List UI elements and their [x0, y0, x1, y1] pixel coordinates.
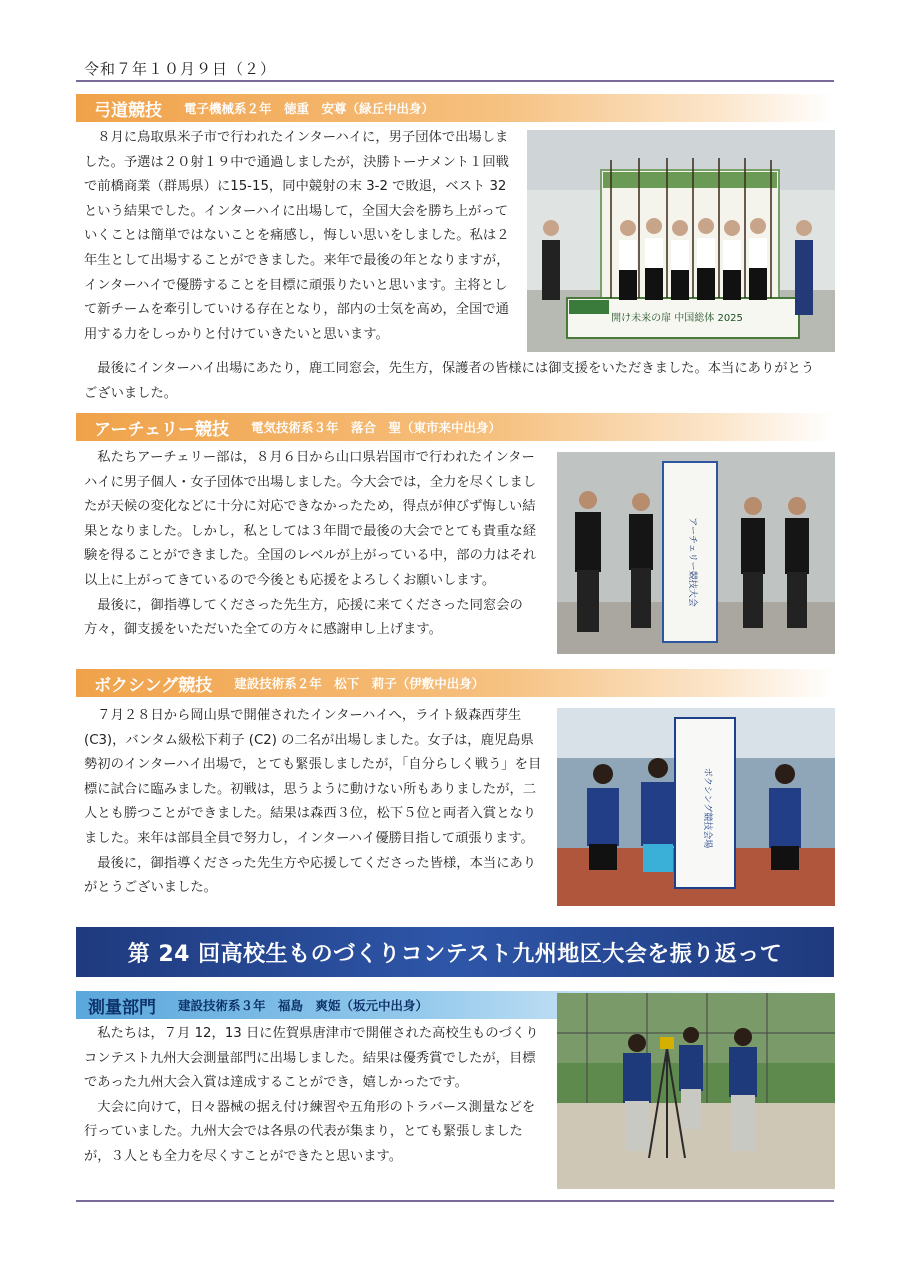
paragraph: 最後に，御指導してくださった先生方，応援に来てくださった同窓会の方々，御支援をいただいた全ての方々に感謝申し上げます。 [84, 597, 523, 638]
paragraph: ８月に鳥取県米子市で行われたインターハイに，男子団体で出場しました。予選は２０射１９中で通過しましたが，決勝トーナメント１回戦で前橋商業（群馬県）に15-15，同中競射の末 3-2 で敗退，ベスト 32 という結果でした。インターハイに出場して，全国大会を勝ち上がっていくことは簡単ではないことを痛感し，悔しい思いをしました。私は２年生として出場することができました。来年で最後の年となりますが，インターハイで優勝することを目標に頑張りたいと思います。主将として新チームを牽引していける存在となり，部内の士気を高め，全国で通用する力をしっかりと付けていきたいと思います。 [84, 130, 510, 342]
section-author: 建設技術系２年 松下 莉子（伊敷中出身） [234, 676, 485, 691]
section-title: ボクシング競技 [94, 675, 213, 696]
section-title: 弓道競技 [94, 100, 162, 121]
paragraph: ７月２８日から岡山県で開催されたインターハイへ，ライト級森西芽生 (C3)，バンタム級松下莉子 (C2) の二名が出場しました。女子は，鹿児島県勢初のインターハイ出場で，とても緊張しましたが，「自分らしく戦う」を目標に試合に臨みました。初戦は，思うように動けない所もありましたが，二人とも勝つことができました。結果は森西３位，松下５位と両者入賞となりました。来年は部員全員で努力し，インターハイ優勝目指して頑張ります。 [84, 708, 542, 846]
paragraph: 大会に向けて，日々器械の据え付け練習や五角形のトラバース測量などを行っていました。九州大会では各県の代表が集まり，とても緊張しましたが，３人とも全力を尽くすことができたと思います。 [84, 1099, 536, 1164]
section-title: 測量部門 [88, 997, 156, 1018]
paragraph: 私たちアーチェリー部は，８月６日から山口県岩国市で行われたインターハイに男子個人・女子団体で出場しました。今大会では，全力を尽くしましたが天候の変化などに十分に対応できなかったため，得点が伸びず悔しい結果となりました。しかし，私としては３年間で最後の大会でとても貴重な経験を得ることができました。全国のレベルが上がっている中，部の力はそれ以上に上がってきているので今後とも応援をよろしくお願いします。 [84, 450, 537, 588]
banner-caption: アーチェリー競技大会 [687, 517, 697, 607]
page-date: 令和７年１０月９日（２） [84, 60, 277, 78]
article-boxing [84, 704, 546, 901]
article-survey [84, 1022, 546, 1170]
article-kyudo-first [84, 126, 514, 347]
header-rule [76, 80, 834, 82]
section-author: 建設技術系３年 福島 爽姫（坂元中出身） [178, 998, 429, 1013]
paragraph: 私たちは，７月 12，13 日に佐賀県唐津市で開催された高校生ものづくりコンテスト九州大会測量部門に出場しました。結果は優秀賞でしたが，目標であった九州大会入賞は達成することができ，嬉しかったです。 [84, 1026, 539, 1091]
footer-rule [76, 1200, 834, 1202]
photo-kyudo-team [527, 130, 835, 352]
banner-caption: 開け未来の扉 中国総体 2025 [611, 313, 743, 324]
banner-title: 第 24 回高校生ものづくりコンテスト九州地区大会を振り返って [127, 941, 783, 967]
photo-survey-team [557, 993, 835, 1189]
photo-archery-team [557, 452, 835, 654]
article-archery [84, 446, 546, 643]
section-bar-kyudo [76, 94, 834, 122]
paragraph: 最後にインターハイ出場にあたり，鹿工同窓会，先生方，保護者の皆様には御支援をいただきました。本当にありがとうございました。 [84, 361, 815, 401]
section-author: 電子機械系２年 徳重 安尊（緑丘中出身） [184, 101, 435, 116]
paragraph: 最後に，御指導くださった先生方や応援してくださった皆様，本当にありがとうございました。 [84, 855, 537, 896]
section-title: アーチェリー競技 [94, 419, 229, 440]
section-bar-boxing [76, 669, 834, 697]
article-kyudo-second [84, 357, 826, 406]
photo-boxing-team [557, 708, 835, 906]
banner-caption: ボクシング競技会場 [702, 767, 712, 849]
section-author: 電気技術系３年 落合 聖（東市来中出身） [250, 420, 501, 435]
contest-banner [76, 927, 834, 977]
section-bar-archery [76, 413, 834, 441]
